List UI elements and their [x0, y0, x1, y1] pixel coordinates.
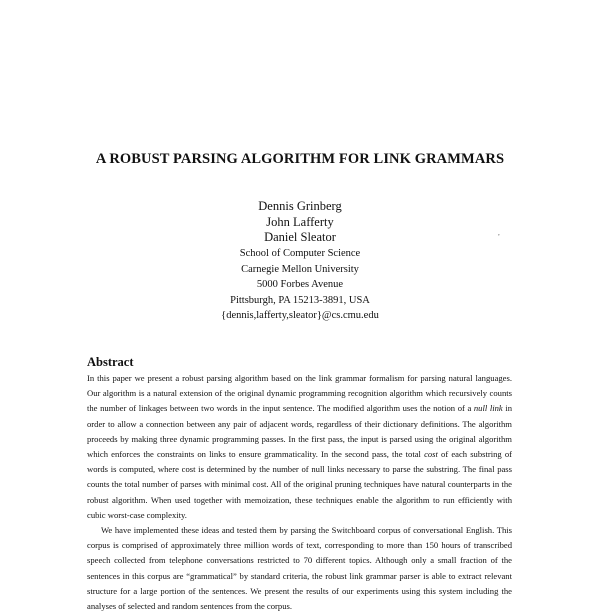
abstract-emphasis: cost: [424, 449, 438, 460]
abstract-text: In this paper we present a robust parsing algorithm based on the link grammar formalism for parsing natural languages. Our algorithm is a natural extension of the original dynamic programming recognition algorithm which recursively counts the number of linkages between two words in the input sentence. The modified algorithm uses the notion of a: [87, 373, 512, 414]
affiliation-street: 5000 Forbes Avenue: [256, 279, 344, 291]
author-name: Daniel Sleator: [264, 230, 336, 244]
affiliation-email: {dennis,lafferty,sleator}@cs.cmu.edu: [221, 310, 379, 322]
abstract-emphasis: null link: [473, 403, 503, 414]
abstract-heading: Abstract: [87, 355, 134, 369]
abstract-paragraph: [87, 371, 512, 523]
stray-mark: ,: [498, 229, 500, 237]
affiliation-city: Pittsburgh, PA 15213-3891, USA: [230, 294, 370, 306]
abstract-body: [87, 371, 512, 614]
author-name: Dennis Grinberg: [258, 199, 342, 213]
abstract-text: of each substring of words is computed, where cost is determined by the number of null links necessary to parse the substring. The final pass counts the total number of parses with minimal cost. All of the original pruning techniques have natural counterparts in the robust algorithm. When used together with memoization, these techniques enable the algorithm to run efficiently with cubic worst-case complexity.: [87, 449, 512, 520]
author-name: John Lafferty: [266, 214, 334, 229]
abstract-text: in order to allow a connection between any pair of adjacent words, regardless of their dictionary definitions. The algorithm proceeds by making three dynamic programming passes. In the first pass, the input is parsed using the original algorithm which enforces the constraints on links to ensure grammaticality. In the second pass, the total: [87, 403, 512, 460]
affiliation-school: School of Computer Science: [239, 248, 361, 259]
affiliation-block: [0, 246, 600, 324]
author-list: [0, 199, 600, 246]
paper-title: A ROBUST PARSING ALGORITHM FOR LINK GRAMMARS: [95, 151, 505, 167]
affiliation-university: Carnegie Mellon University: [241, 263, 359, 275]
abstract-paragraph: We have implemented these ideas and tested them by parsing the Switchboard corpus of conversational English. This corpus is comprised of approximately three million words of text, corresponding to more than 150 hours of transcribed speech collected from telephone conversations restricted to 70 different topics. Although only a small fraction of the sentences in this corpus are “grammatical” by standard criteria, the robust link grammar parser is able to extract relevant structure for a large portion of the sentences. We present the results of our experiments using this system including the analyses of selected and random sentences from the corpus.: [87, 525, 512, 612]
